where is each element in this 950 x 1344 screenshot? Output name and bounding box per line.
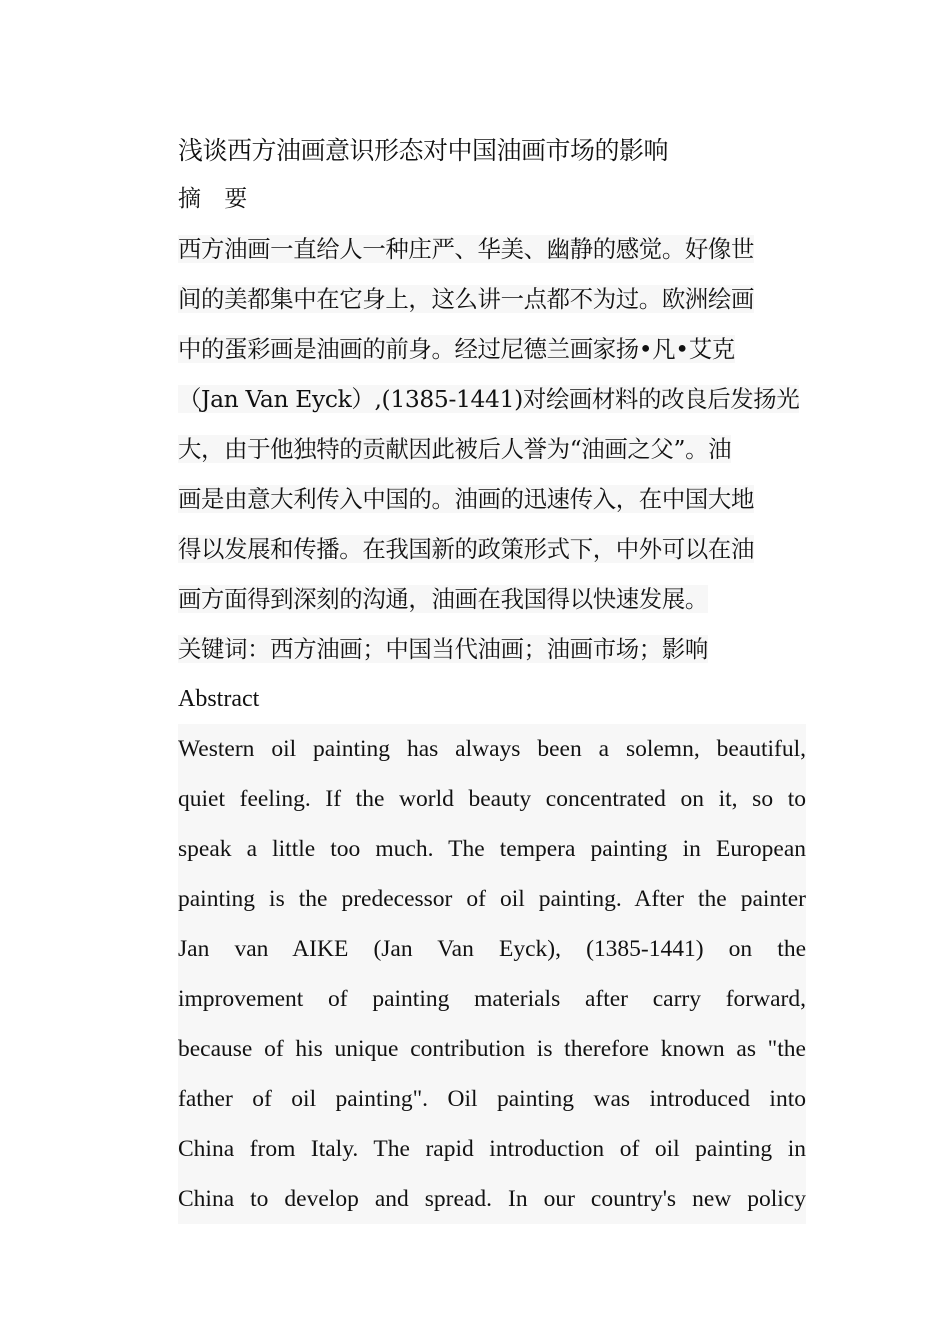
abstract-zh-line: 西方油画一直给人一种庄严、华美、幽静的感觉。好像世	[178, 235, 755, 263]
abstract-heading-zh: 摘 要	[178, 186, 256, 212]
abstract-zh-line: 大，由于他独特的贡献因此被后人誉为“油画之父”。油	[178, 435, 732, 463]
keywords-line: 关键词：西方油画；中国当代油画；油画市场；影响	[178, 635, 708, 663]
abstract-en-line: improvement of painting materials after carry forward,	[178, 974, 806, 1024]
abstract-zh-line: 画是由意大利传入中国的。油画的迅速传入，在中国大地	[178, 485, 755, 513]
abstract-en-line: because of his unique contribution is therefore known as "the	[178, 1024, 806, 1074]
abstract-en-line: speak a little too much. The tempera painting in European	[178, 824, 806, 874]
abstract-zh-line: 画方面得到深刻的沟通，油画在我国得以快速发展。	[178, 585, 708, 613]
abstract-en-line: Jan van AIKE (Jan Van Eyck), (1385-1441) on the	[178, 924, 806, 974]
abstract-zh-line: （Jan Van Eyck）,(1385-1441)对绘画材料的改良后发扬光	[178, 385, 800, 413]
keywords-zh	[178, 624, 806, 674]
abstract-en-line: painting is the predecessor of oil painting. After the painter	[178, 874, 806, 924]
abstract-zh-line: 得以发展和传播。在我国新的政策形式下，中外可以在油	[178, 535, 755, 563]
abstract-en-line: father of oil painting". Oil painting was introduced into	[178, 1074, 806, 1124]
abstract-zh-line: 中的蛋彩画是油画的前身。经过尼德兰画家扬•凡•艾克	[178, 335, 735, 363]
abstract-en-line: Western oil painting has always been a solemn, beautiful,	[178, 724, 806, 774]
document-title: 浅谈西方油画意识形态对中国油画市场的影响	[178, 136, 669, 165]
abstract-heading-en: Abstract	[178, 686, 260, 712]
abstract-zh	[178, 224, 806, 624]
document-page	[178, 128, 806, 1224]
abstract-en	[178, 724, 806, 1224]
abstract-en-line: quiet feeling. If the world beauty concentrated on it, so to	[178, 774, 806, 824]
abstract-en-line: China from Italy. The rapid introduction of oil painting in	[178, 1124, 806, 1174]
abstract-en-line: China to develop and spread. In our country's new policy	[178, 1174, 806, 1224]
abstract-zh-line: 间的美都集中在它身上，这么讲一点都不为过。欧洲绘画	[178, 285, 755, 313]
